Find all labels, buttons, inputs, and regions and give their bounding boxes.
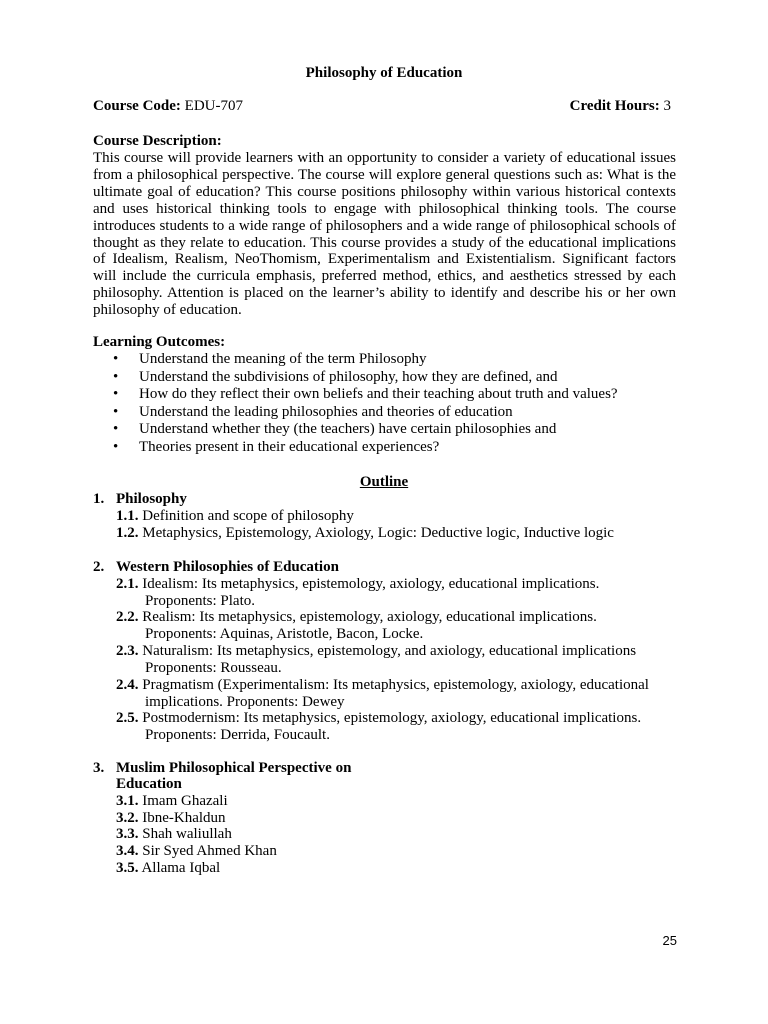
list-item: [113, 386, 618, 404]
outcome-text: Understand the leading philosophies and theories of education: [139, 403, 513, 420]
course-description-heading: Course Description:: [93, 133, 222, 149]
item-text-continued: Proponents: Plato.: [145, 592, 256, 609]
page-title: Philosophy of Education: [305, 65, 463, 81]
outline-item-1-1: [116, 508, 676, 525]
item-text: Sir Syed Ahmed Khan: [142, 843, 277, 859]
outline-item-2-3: [116, 643, 676, 677]
item-text: Definition and scope of philosophy: [142, 508, 354, 524]
bullet: •: [113, 386, 119, 403]
item-number: 3.2.: [116, 810, 139, 826]
section-title: Muslim Philosophical Perspective on: [116, 760, 352, 776]
outcome-text: Understand the subdivisions of philosophy, how they are defined, and: [139, 368, 558, 385]
bullet: •: [113, 403, 119, 420]
section-number: 3.: [93, 760, 105, 776]
section-number: 2.: [93, 559, 105, 575]
bullet: •: [113, 421, 119, 438]
item-number: 2.3.: [116, 643, 139, 659]
list-item: [113, 421, 618, 439]
outline-item-2-1: [116, 576, 676, 610]
outline-item-3-4: [116, 843, 676, 860]
outline-item-3-5: [116, 860, 676, 877]
item-text: Imam Ghazali: [142, 793, 228, 809]
item-text: Pragmatism (Experimentalism: Its metaphysics, epistemology, axiology, educational: [142, 677, 649, 693]
item-number: 1.2.: [116, 525, 139, 541]
item-text: Metaphysics, Epistemology, Axiology, Logic: Deductive logic, Inductive logic: [142, 525, 614, 541]
credit-hours-label: Credit Hours:: [569, 98, 660, 114]
item-text-continued: Proponents: Rousseau.: [145, 659, 282, 676]
outline-item-3-2: [116, 810, 676, 827]
outline-section-3-title-continued: Education: [116, 776, 182, 792]
item-text: Postmodernism: Its metaphysics, epistemology, axiology, educational implications.: [142, 710, 642, 726]
item-number: 2.4.: [116, 677, 139, 693]
course-code: [93, 98, 243, 115]
course-description-text: This course will provide learners with an opportunity to consider a variety of educational issues from a philosophical perspective. The course will explore general questions such as: What is the ultimate goal of education? This course positions philosophy within various historical contexts and uses historical thinking tools to engage with philosophical thinking tools. The course introduces students to a wide range of philosophers and a wide range of philosophical schools of thought as they relate to education. This course provides a study of the educational implications of Idealism, Realism, NeoThomism, Experimentalism and Existentialism. Significant factors will include the curricula emphasis, preferred method, ethics, and aesthetics stressed by each philosophy. Attention is placed on the learner’s ability to identify and describe his or her own philosophy of education.: [93, 150, 676, 319]
list-item: [113, 404, 618, 422]
outcome-text: Understand the meaning of the term Philosophy: [139, 351, 427, 367]
item-number: 3.3.: [116, 826, 139, 842]
list-item: [113, 439, 618, 457]
outline-item-3-1: [116, 793, 676, 810]
outline-section-3: [93, 760, 351, 777]
item-text-continued: implications. Proponents: Dewey: [145, 693, 345, 710]
outline-item-2-4: [116, 677, 676, 711]
outcome-text: Understand whether they (the teachers) have certain philosophies and: [139, 421, 557, 438]
list-item: [113, 369, 618, 387]
learning-outcomes-list: [113, 351, 618, 457]
item-number: 2.5.: [116, 710, 139, 726]
learning-outcomes-heading: Learning Outcomes:: [93, 334, 226, 350]
section-title: Philosophy: [116, 491, 187, 507]
section-title: Western Philosophies of Education: [116, 559, 339, 575]
item-text-continued: Proponents: Derrida, Foucault.: [145, 726, 330, 743]
item-text: Allama Iqbal: [141, 860, 221, 876]
item-number: 2.2.: [116, 609, 139, 625]
item-text: Shah waliullah: [142, 826, 232, 842]
credit-hours-value: 3: [663, 98, 671, 114]
bullet: •: [113, 438, 119, 455]
outline-section-1: [93, 491, 187, 508]
course-code-value: EDU-707: [184, 98, 243, 114]
outcome-text: How do they reflect their own beliefs and their teaching about truth and values?: [139, 386, 618, 403]
section-number: 1.: [93, 491, 105, 507]
outline-heading: Outline: [359, 474, 409, 490]
outline-item-1-2: [116, 525, 676, 542]
bullet: •: [113, 368, 119, 385]
item-text-continued: Proponents: Aquinas, Aristotle, Bacon, Locke.: [145, 625, 424, 642]
credit-hours: [570, 98, 671, 115]
course-info-row: [93, 98, 671, 115]
outcome-text: Theories present in their educational experiences?: [139, 438, 440, 455]
item-text: Idealism: Its metaphysics, epistemology, axiology, educational implications.: [142, 576, 600, 592]
outline-section-2: [93, 559, 339, 576]
item-number: 3.5.: [116, 860, 139, 876]
outline-item-2-5: [116, 710, 676, 744]
course-code-label: Course Code:: [93, 98, 181, 114]
item-number: 2.1.: [116, 576, 139, 592]
page-number: 25: [662, 933, 677, 948]
item-text: Naturalism: Its metaphysics, epistemology, and axiology, educational implications: [142, 643, 637, 659]
item-text: Ibne-Khaldun: [142, 810, 226, 826]
item-number: 3.1.: [116, 793, 139, 809]
item-text: Realism: Its metaphysics, epistemology, axiology, educational implications.: [142, 609, 597, 625]
outline-item-2-2: [116, 609, 676, 643]
item-number: 1.1.: [116, 508, 139, 524]
bullet: •: [113, 351, 119, 367]
item-number: 3.4.: [116, 843, 139, 859]
outline-item-3-3: [116, 826, 676, 843]
list-item: [113, 351, 618, 369]
